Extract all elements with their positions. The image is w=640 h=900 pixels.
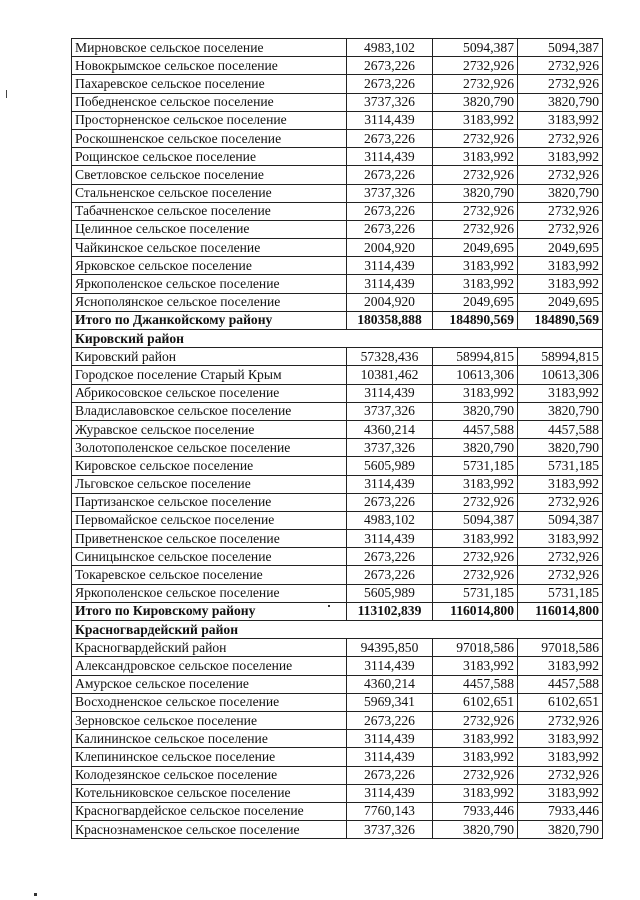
cell-value-3: 2732,926 [518, 57, 603, 75]
cell-value-3: 3183,992 [518, 657, 603, 675]
cell-value-2: 10613,306 [433, 366, 518, 384]
cell-value-3: 3820,790 [518, 184, 603, 202]
table-row [72, 493, 603, 511]
cell-value-1: 2673,226 [347, 566, 433, 584]
cell-value-1: 2673,226 [347, 766, 433, 784]
cell-value-3: 5731,185 [518, 584, 603, 602]
cell-name: Роскошненское сельское поселение [72, 129, 347, 147]
cell-value-1: 3737,326 [347, 184, 433, 202]
table-row [72, 766, 603, 784]
cell-name: Кировский район [72, 348, 347, 366]
cell-name: Яркополенское сельское поселение [72, 584, 347, 602]
cell-value-3: 4457,588 [518, 420, 603, 438]
cell-name: Краснознаменское сельское поселение [72, 821, 347, 839]
cell-value-3: 97018,586 [518, 639, 603, 657]
cell-value-2: 2732,926 [433, 166, 518, 184]
cell-value-1: 2673,226 [347, 202, 433, 220]
cell-name: Владиславовское сельское поселение [72, 402, 347, 420]
cell-value-1: 3114,439 [347, 257, 433, 275]
cell-value-2: 2049,695 [433, 293, 518, 311]
table-row [72, 366, 603, 384]
cell-value-3: 2732,926 [518, 548, 603, 566]
cell-value-2: 3183,992 [433, 148, 518, 166]
table-row [72, 75, 603, 93]
cell-value-2: 2732,926 [433, 711, 518, 729]
table-row [72, 821, 603, 839]
cell-value-3: 2732,926 [518, 129, 603, 147]
cell-value-2: 6102,651 [433, 693, 518, 711]
cell-value-2: 7933,446 [433, 802, 518, 820]
cell-name: Светловское сельское поселение [72, 166, 347, 184]
cell-value-1: 5605,989 [347, 457, 433, 475]
table-row [72, 784, 603, 802]
cell-value-3: 2732,926 [518, 711, 603, 729]
table-row [72, 148, 603, 166]
cell-value-3: 2732,926 [518, 766, 603, 784]
table-row [72, 511, 603, 529]
cell-value-2: 2732,926 [433, 493, 518, 511]
table-row [72, 584, 603, 602]
table-row [72, 530, 603, 548]
cell-value-3: 3183,992 [518, 148, 603, 166]
cell-value-1: 4983,102 [347, 39, 433, 57]
cell-value-2: 3183,992 [433, 475, 518, 493]
cell-name: Яркополенское сельское поселение [72, 275, 347, 293]
cell-value-2: 3183,992 [433, 748, 518, 766]
table-row [72, 275, 603, 293]
table-row [72, 693, 603, 711]
cell-value-2: 2732,926 [433, 766, 518, 784]
table-row [72, 457, 603, 475]
cell-value-3: 3183,992 [518, 784, 603, 802]
table-row [72, 675, 603, 693]
cell-value-1: 94395,850 [347, 639, 433, 657]
cell-value-3: 5094,387 [518, 39, 603, 57]
cell-value-2: 3183,992 [433, 730, 518, 748]
table-row [72, 439, 603, 457]
total-row [72, 602, 603, 620]
cell-name: Партизанское сельское поселение [72, 493, 347, 511]
cell-value-2: 116014,800 [433, 602, 518, 620]
cell-value-3: 10613,306 [518, 366, 603, 384]
cell-value-3: 3183,992 [518, 475, 603, 493]
cell-name: Колодезянское сельское поселение [72, 766, 347, 784]
table-row [72, 293, 603, 311]
cell-value-2: 3183,992 [433, 111, 518, 129]
cell-value-2: 2732,926 [433, 220, 518, 238]
cell-value-1: 2673,226 [347, 166, 433, 184]
cell-value-2: 3183,992 [433, 784, 518, 802]
cell-value-2: 4457,588 [433, 420, 518, 438]
cell-value-2: 2732,926 [433, 566, 518, 584]
table-row [72, 566, 603, 584]
table-row [72, 129, 603, 147]
cell-name: Александровское сельское поселение [72, 657, 347, 675]
cell-value-1: 3114,439 [347, 148, 433, 166]
cell-value-3: 3183,992 [518, 748, 603, 766]
cell-name: Абрикосовское сельское поселение [72, 384, 347, 402]
cell-value-1: 7760,143 [347, 802, 433, 820]
table-row [72, 639, 603, 657]
cell-name: Новокрымское сельское поселение [72, 57, 347, 75]
cell-value-1: 2673,226 [347, 57, 433, 75]
cell-value-1: 2673,226 [347, 493, 433, 511]
cell-name: Токаревское сельское поселение [72, 566, 347, 584]
cell-name: Пахаревское сельское поселение [72, 75, 347, 93]
cell-name: Мирновское сельское поселение [72, 39, 347, 57]
cell-value-3: 3820,790 [518, 439, 603, 457]
cell-value-3: 2732,926 [518, 493, 603, 511]
scan-dot [34, 893, 37, 896]
cell-value-1: 3737,326 [347, 821, 433, 839]
cell-value-3: 2732,926 [518, 202, 603, 220]
cell-value-1: 2673,226 [347, 129, 433, 147]
cell-value-1: 3114,439 [347, 384, 433, 402]
cell-value-2: 3183,992 [433, 657, 518, 675]
cell-value-3: 7933,446 [518, 802, 603, 820]
cell-value-3: 116014,800 [518, 602, 603, 620]
cell-value-1: 2673,226 [347, 548, 433, 566]
table-row [72, 384, 603, 402]
cell-value-2: 2732,926 [433, 548, 518, 566]
budget-table [71, 38, 603, 839]
cell-name: Калининское сельское поселение [72, 730, 347, 748]
table-row [72, 475, 603, 493]
cell-value-1: 2004,920 [347, 239, 433, 257]
table-row [72, 748, 603, 766]
cell-value-3: 2732,926 [518, 166, 603, 184]
cell-value-1: 180358,888 [347, 311, 433, 329]
cell-value-2: 2732,926 [433, 129, 518, 147]
cell-name: Чайкинское сельское поселение [72, 239, 347, 257]
table-row [72, 39, 603, 57]
table-row [72, 220, 603, 238]
section-title: Красногвардейский район [72, 621, 603, 639]
cell-name: Городское поселение Старый Крым [72, 366, 347, 384]
cell-value-3: 4457,588 [518, 675, 603, 693]
cell-value-1: 4360,214 [347, 420, 433, 438]
table-row [72, 711, 603, 729]
cell-value-1: 3737,326 [347, 402, 433, 420]
cell-name: Победненское сельское поселение [72, 93, 347, 111]
table-row [72, 802, 603, 820]
table-row [72, 93, 603, 111]
cell-value-2: 3820,790 [433, 93, 518, 111]
cell-name: Ярковское сельское поселение [72, 257, 347, 275]
cell-value-2: 3183,992 [433, 257, 518, 275]
cell-value-1: 3114,439 [347, 657, 433, 675]
table-row [72, 239, 603, 257]
cell-name: Табачненское сельское поселение [72, 202, 347, 220]
cell-value-3: 2732,926 [518, 75, 603, 93]
cell-value-1: 2004,920 [347, 293, 433, 311]
cell-value-2: 2732,926 [433, 57, 518, 75]
table-row [72, 420, 603, 438]
cell-value-1: 3737,326 [347, 439, 433, 457]
cell-value-1: 4983,102 [347, 511, 433, 529]
budget-table-body [72, 39, 603, 839]
cell-value-2: 2732,926 [433, 202, 518, 220]
cell-value-3: 6102,651 [518, 693, 603, 711]
cell-name: Стальненское сельское поселение [72, 184, 347, 202]
cell-value-3: 3183,992 [518, 730, 603, 748]
cell-value-3: 2049,695 [518, 239, 603, 257]
cell-value-3: 2049,695 [518, 293, 603, 311]
cell-value-3: 2732,926 [518, 566, 603, 584]
cell-value-3: 5094,387 [518, 511, 603, 529]
cell-value-3: 3820,790 [518, 93, 603, 111]
table-row [72, 402, 603, 420]
cell-value-1: 3114,439 [347, 530, 433, 548]
cell-value-2: 3820,790 [433, 439, 518, 457]
cell-value-2: 3820,790 [433, 821, 518, 839]
cell-name: Просторненское сельское поселение [72, 111, 347, 129]
cell-value-2: 5731,185 [433, 457, 518, 475]
cell-value-3: 2732,926 [518, 220, 603, 238]
cell-value-3: 5731,185 [518, 457, 603, 475]
cell-name: Золотополенское сельское поселение [72, 439, 347, 457]
cell-value-2: 2732,926 [433, 75, 518, 93]
cell-value-1: 3737,326 [347, 93, 433, 111]
cell-value-1: 10381,462 [347, 366, 433, 384]
cell-value-1: 113102,839 [347, 602, 433, 620]
cell-name: Льговское сельское поселение [72, 475, 347, 493]
cell-value-2: 184890,569 [433, 311, 518, 329]
cell-name: Целинное сельское поселение [72, 220, 347, 238]
cell-name: Зерновское сельское поселение [72, 711, 347, 729]
cell-value-3: 58994,815 [518, 348, 603, 366]
cell-value-1: 3114,439 [347, 730, 433, 748]
cell-value-2: 5094,387 [433, 39, 518, 57]
cell-name: Восходненское сельское поселение [72, 693, 347, 711]
cell-value-1: 3114,439 [347, 275, 433, 293]
cell-value-1: 3114,439 [347, 111, 433, 129]
cell-name: Синицынское сельское поселение [72, 548, 347, 566]
cell-name: Клепининское сельское поселение [72, 748, 347, 766]
cell-value-2: 4457,588 [433, 675, 518, 693]
cell-name: Яснополянское сельское поселение [72, 293, 347, 311]
cell-value-1: 5605,989 [347, 584, 433, 602]
total-row [72, 311, 603, 329]
cell-value-2: 3183,992 [433, 275, 518, 293]
cell-value-1: 4360,214 [347, 675, 433, 693]
table-row [72, 730, 603, 748]
table-row [72, 202, 603, 220]
table-row [72, 548, 603, 566]
cell-value-2: 2049,695 [433, 239, 518, 257]
scan-mark [6, 90, 7, 98]
cell-value-1: 57328,436 [347, 348, 433, 366]
cell-name: Амурское сельское поселение [72, 675, 347, 693]
cell-value-2: 5731,185 [433, 584, 518, 602]
cell-value-1: 3114,439 [347, 475, 433, 493]
cell-name: Итого по Джанкойскому району [72, 311, 347, 329]
cell-value-2: 3820,790 [433, 184, 518, 202]
cell-value-3: 3183,992 [518, 257, 603, 275]
cell-value-1: 5969,341 [347, 693, 433, 711]
cell-value-1: 2673,226 [347, 711, 433, 729]
cell-name: Итого по Кировскому району [72, 602, 347, 620]
section-header-row [72, 621, 603, 639]
table-row [72, 184, 603, 202]
cell-value-1: 2673,226 [347, 75, 433, 93]
cell-value-2: 3820,790 [433, 402, 518, 420]
section-header-row [72, 330, 603, 348]
cell-value-2: 3183,992 [433, 530, 518, 548]
cell-value-3: 3183,992 [518, 384, 603, 402]
cell-name: Кировское сельское поселение [72, 457, 347, 475]
cell-name: Приветненское сельское поселение [72, 530, 347, 548]
table-row [72, 111, 603, 129]
section-title: Кировский район [72, 330, 603, 348]
cell-name: Красногвардейский район [72, 639, 347, 657]
cell-value-2: 5094,387 [433, 511, 518, 529]
cell-value-1: 3114,439 [347, 784, 433, 802]
cell-name: Журавское сельское поселение [72, 420, 347, 438]
cell-value-3: 3820,790 [518, 402, 603, 420]
table-row [72, 57, 603, 75]
cell-value-2: 3183,992 [433, 384, 518, 402]
cell-name: Красногвардейское сельское поселение [72, 802, 347, 820]
cell-name: Первомайское сельское поселение [72, 511, 347, 529]
cell-value-2: 97018,586 [433, 639, 518, 657]
cell-value-1: 2673,226 [347, 220, 433, 238]
cell-name: Рощинское сельское поселение [72, 148, 347, 166]
table-row [72, 166, 603, 184]
table-row [72, 348, 603, 366]
cell-value-2: 58994,815 [433, 348, 518, 366]
cell-value-3: 3183,992 [518, 275, 603, 293]
cell-value-3: 3183,992 [518, 111, 603, 129]
cell-value-3: 3183,992 [518, 530, 603, 548]
cell-value-1: 3114,439 [347, 748, 433, 766]
cell-name: Котельниковское сельское поселение [72, 784, 347, 802]
cell-value-3: 3820,790 [518, 821, 603, 839]
table-row [72, 257, 603, 275]
table-row [72, 657, 603, 675]
cell-value-3: 184890,569 [518, 311, 603, 329]
